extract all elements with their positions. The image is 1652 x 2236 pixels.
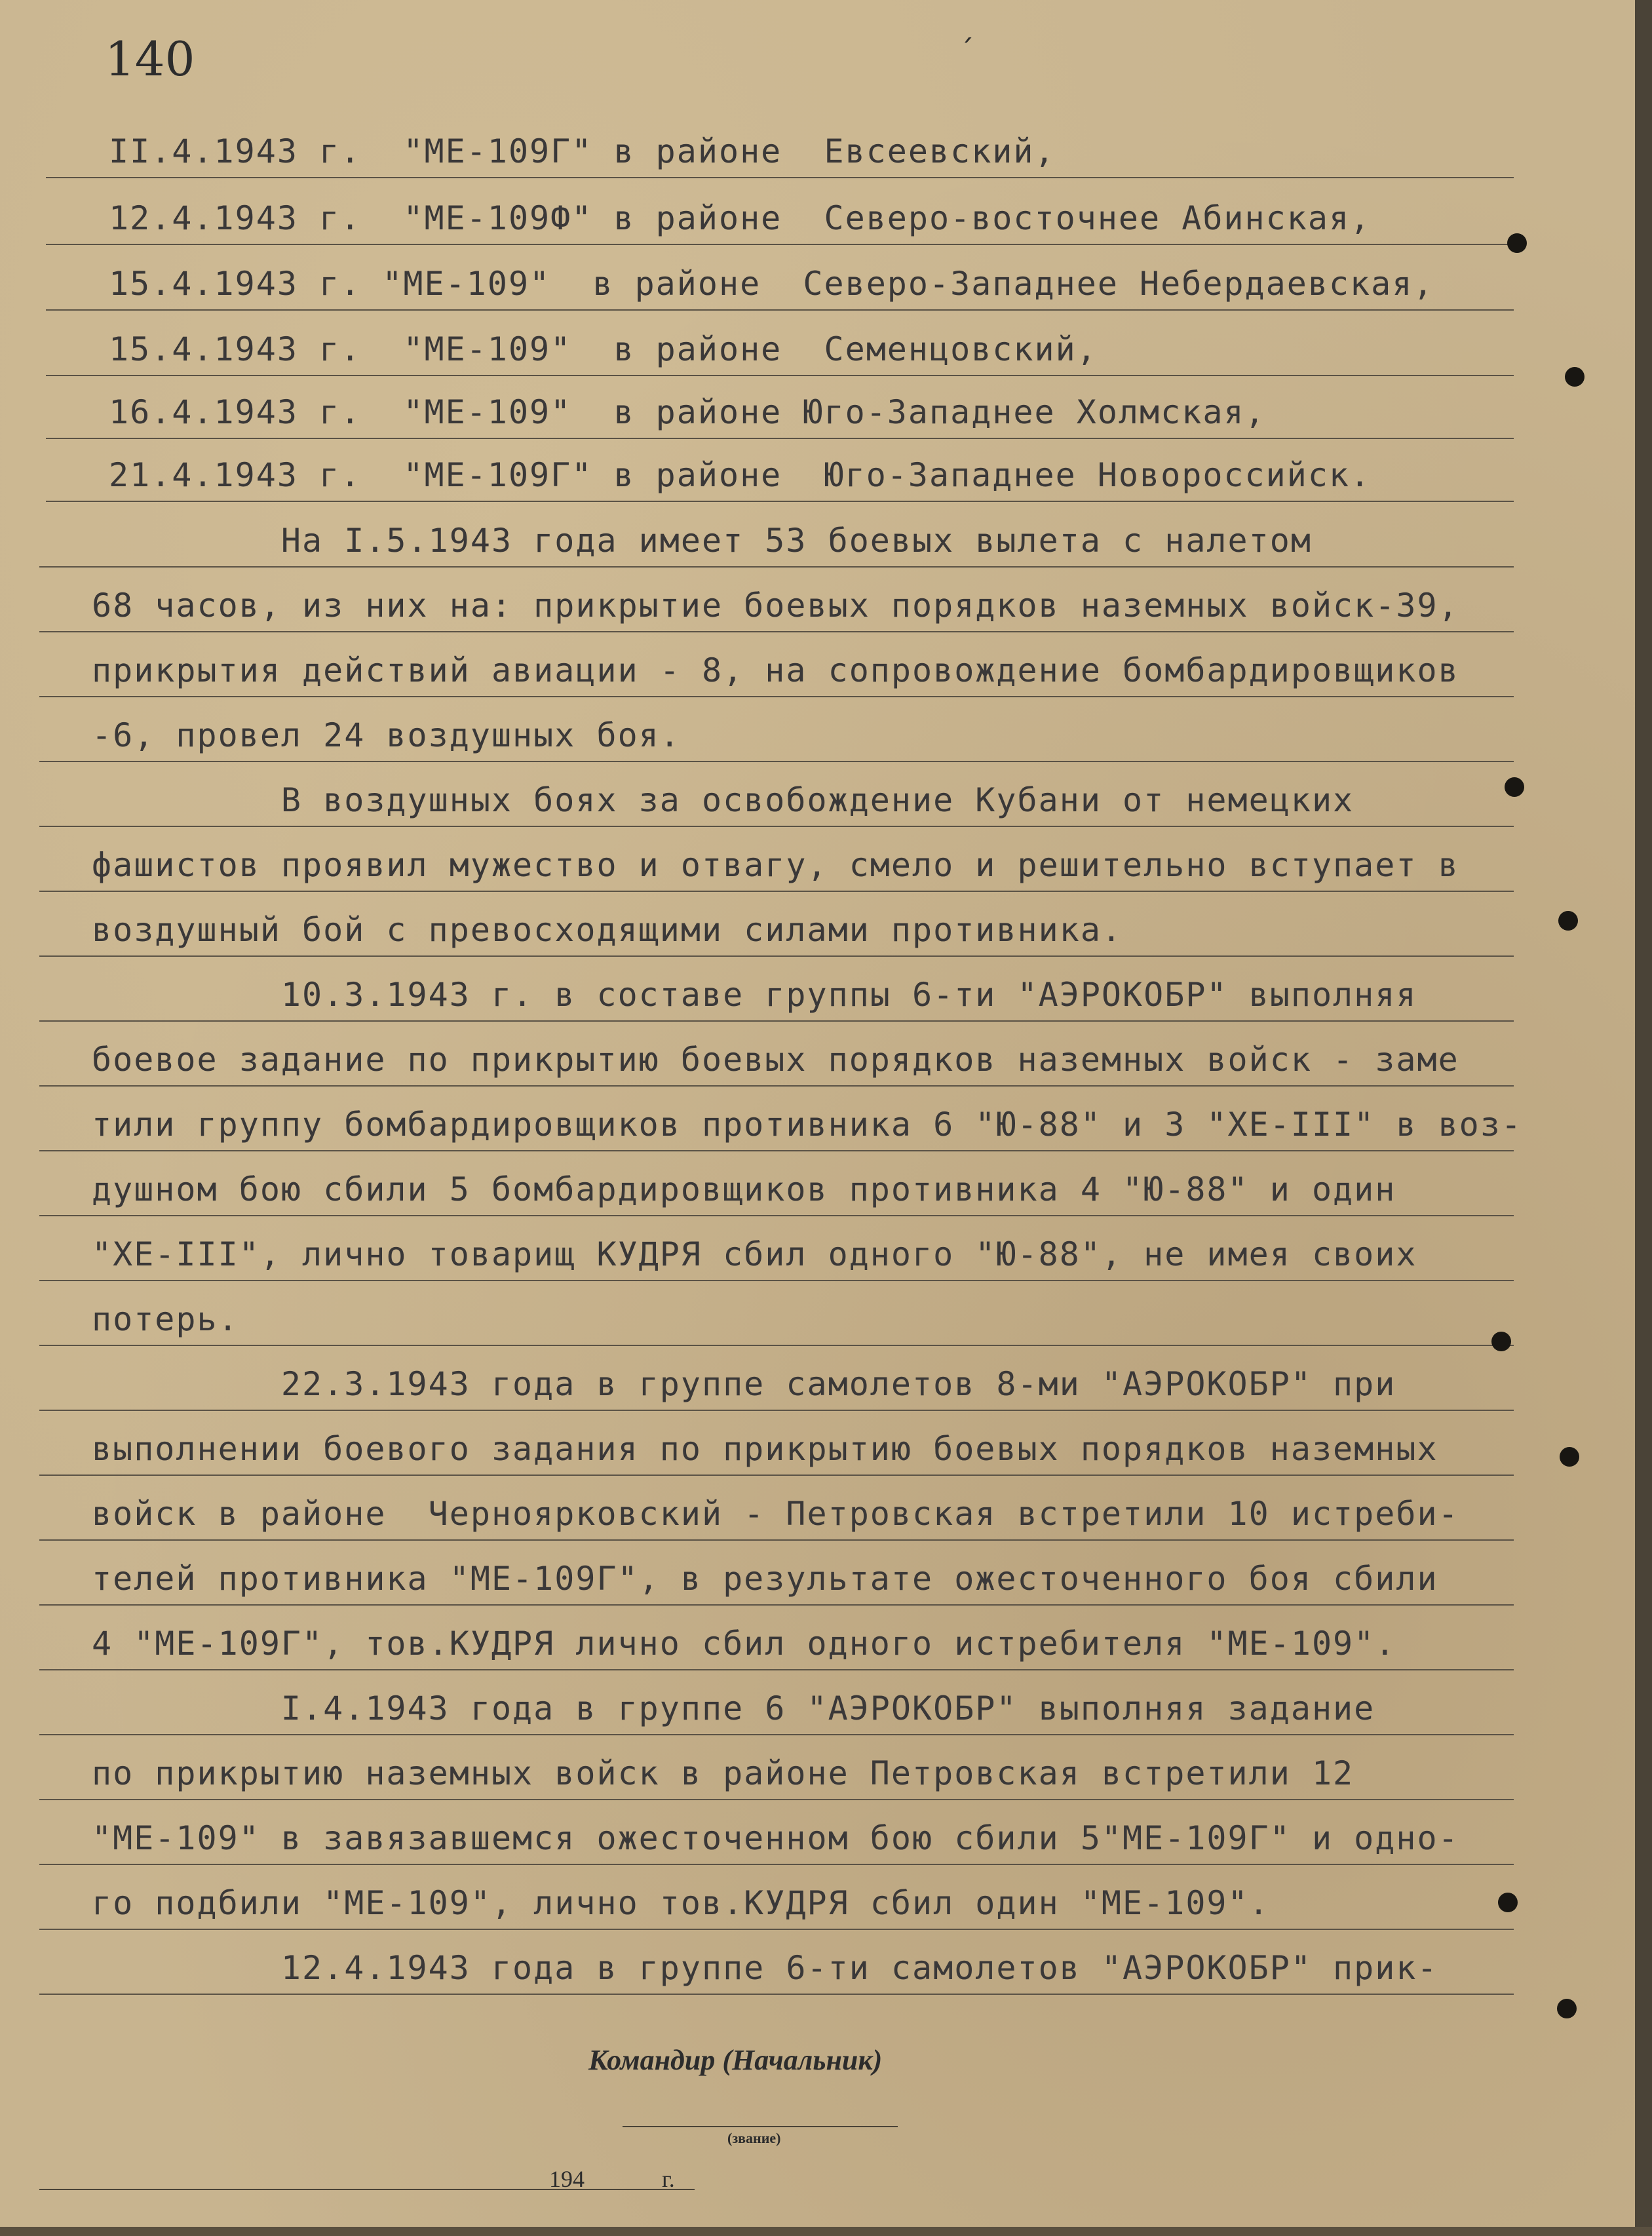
punch-hole-mark	[1558, 911, 1578, 931]
scan-edge-right	[1635, 0, 1652, 2236]
ruled-line	[39, 1929, 1514, 1930]
ruled-line	[39, 955, 1514, 957]
body-text-line: -6, провел 24 воздушных боя.	[92, 716, 681, 754]
ruled-line	[39, 566, 1514, 568]
body-text-line: потерь.	[92, 1300, 239, 1338]
ruled-line	[46, 244, 1514, 245]
ruled-line	[39, 1215, 1514, 1216]
body-text-line: выполнении боевого задания по прикрытию боевых порядков наземных	[92, 1430, 1438, 1468]
page-number: 140	[105, 31, 195, 87]
ruled-line	[39, 1799, 1514, 1800]
ruled-line	[39, 1280, 1514, 1281]
body-text-line: войск в районе Черноярковский - Петровская встретили 10 истреби-	[92, 1495, 1459, 1533]
punch-hole-mark	[1498, 1893, 1518, 1912]
pen-mark: ´	[958, 34, 976, 67]
ruled-line	[39, 826, 1514, 827]
ruled-line	[39, 631, 1514, 632]
rank-caption: (звание)	[727, 2130, 781, 2146]
punch-hole-mark	[1507, 233, 1527, 253]
body-text-line: На I.5.1943 года имеет 53 боевых вылета с налетом	[92, 522, 1312, 560]
award-entry-line: 15.4.1943 г. "МЕ-109" в районе Семенцовский,	[109, 330, 1098, 368]
body-text-line: I.4.1943 года в группе 6 "АЭРОКОБР" выполняя задание	[92, 1689, 1375, 1727]
date-line	[39, 2189, 695, 2190]
ruled-line	[39, 761, 1514, 762]
ruled-line	[39, 1864, 1514, 1865]
body-text-line: 22.3.1943 года в группе самолетов 8-ми "АЭРОКОБР" при	[92, 1365, 1396, 1403]
signature-caption: Командир (Начальник)	[588, 2044, 883, 2076]
date-caption: 194	[549, 2166, 585, 2192]
rank-line	[623, 2126, 898, 2127]
body-text-line: воздушный бой с превосходящими силами противника.	[92, 911, 1123, 949]
body-text-line: "ХЕ-III", лично товарищ КУДРЯ сбил одного "Ю-88", не имея своих	[92, 1235, 1417, 1273]
ruled-line	[39, 1475, 1514, 1476]
body-text-line: тили группу бомбардировщиков противника 6 "Ю-88" и 3 "ХЕ-III" в воз-	[92, 1106, 1522, 1144]
award-entry-line: II.4.1943 г. "МЕ-109Г" в районе Евсеевский,	[109, 132, 1056, 170]
ruled-line	[46, 438, 1514, 439]
body-text-line: 68 часов, из них на: прикрытие боевых порядков наземных войск-39,	[92, 587, 1459, 625]
ruled-line	[46, 177, 1514, 178]
ruled-line	[39, 1604, 1514, 1606]
ruled-line	[39, 1085, 1514, 1087]
ruled-line	[39, 1734, 1514, 1735]
ruled-line	[39, 1150, 1514, 1151]
body-text-line: "МЕ-109" в завязавшемся ожесточенном бою сбили 5"МЕ-109Г" и одно-	[92, 1819, 1459, 1857]
body-text-line: телей противника "МЕ-109Г", в результате ожесточенного боя сбили	[92, 1560, 1438, 1598]
ruled-line	[39, 1410, 1514, 1411]
award-entry-line: 15.4.1943 г. "МЕ-109" в районе Северо-Западнее Небердаевская,	[109, 265, 1434, 303]
scan-edge-bottom	[0, 2227, 1652, 2236]
body-text-line: 10.3.1943 г. в составе группы 6-ти "АЭРОКОБР" выполняя	[92, 976, 1417, 1014]
ruled-line	[46, 375, 1514, 376]
body-text-line: душном бою сбили 5 бомбардировщиков противника 4 "Ю-88" и один	[92, 1170, 1396, 1208]
body-text-line: 12.4.1943 года в группе 6-ти самолетов "АЭРОКОБР" прик-	[92, 1949, 1438, 1987]
ruled-line	[39, 891, 1514, 892]
body-text-line: боевое задание по прикрытию боевых порядков наземных войск - заме	[92, 1041, 1459, 1079]
punch-hole-mark	[1557, 1999, 1577, 2018]
body-text-line: го подбили "МЕ-109", лично тов.КУДРЯ сбил один "МЕ-109".	[92, 1884, 1270, 1922]
ruled-line	[46, 309, 1514, 311]
ruled-line	[46, 501, 1514, 502]
body-text-line: В воздушных боях за освобождение Кубани от немецких	[92, 781, 1354, 819]
ruled-line	[39, 1994, 1514, 1995]
award-entry-line: 21.4.1943 г. "МЕ-109Г" в районе Юго-Западнее Новороссийск.	[109, 456, 1372, 494]
ruled-line	[39, 696, 1514, 697]
ruled-line	[39, 1020, 1514, 1022]
body-text-line: 4 "МЕ-109Г", тов.КУДРЯ лично сбил одного истребителя "МЕ-109".	[92, 1625, 1396, 1663]
punch-hole-mark	[1560, 1447, 1579, 1467]
body-text-line: фашистов проявил мужество и отвагу, смело и решительно вступает в	[92, 846, 1459, 884]
date-suffix: г.	[662, 2166, 675, 2192]
body-text-line: прикрытия действий авиации - 8, на сопровождение бомбардировщиков	[92, 651, 1459, 689]
award-entry-line: 12.4.1943 г. "МЕ-109Ф" в районе Северо-восточнее Абинская,	[109, 199, 1372, 237]
body-text-line: по прикрытию наземных войск в районе Петровская встретили 12	[92, 1754, 1354, 1792]
ruled-line	[39, 1539, 1514, 1541]
ruled-line	[39, 1669, 1514, 1670]
punch-hole-mark	[1505, 777, 1524, 797]
award-entry-line: 16.4.1943 г. "МЕ-109" в районе Юго-Западнее Холмская,	[109, 393, 1266, 431]
ruled-line	[39, 1345, 1514, 1346]
punch-hole-mark	[1565, 367, 1585, 387]
punch-hole-mark	[1491, 1332, 1511, 1351]
